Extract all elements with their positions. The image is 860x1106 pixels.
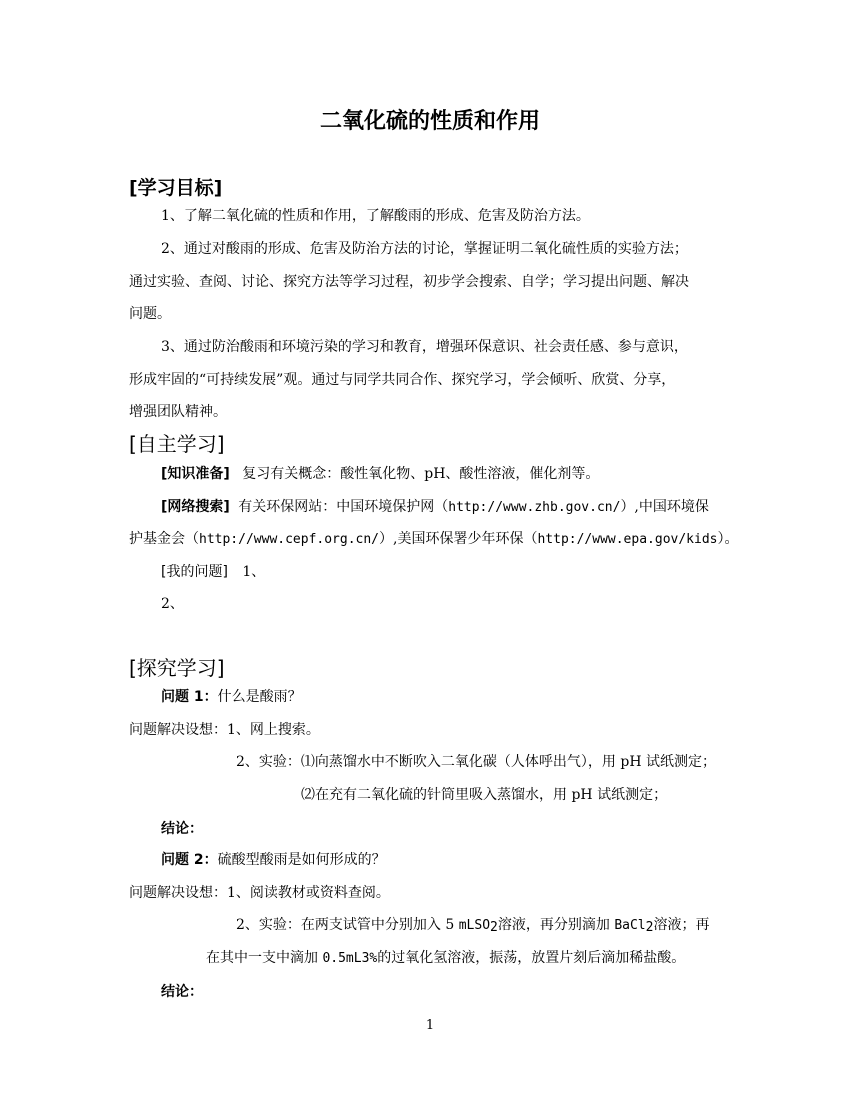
exp-text: 溶液；再 — [653, 917, 710, 933]
problem-2-experiment-line-1 — [236, 915, 709, 936]
my-questions-label: [我的问题] — [161, 564, 228, 580]
exp-text: 的过氧化氢溶液，振荡，放置片刻后滴加稀盐酸。 — [377, 950, 686, 966]
conclusion-1: 结论： — [161, 821, 203, 837]
document-title: 二氧化硫的性质和作用 — [319, 109, 540, 134]
knowledge-prep — [161, 464, 599, 484]
problem-2-text: 硫酸型酸雨是如何形成的？ — [217, 852, 386, 868]
link-epa[interactable]: http://www.epa.gov/kids — [537, 532, 718, 547]
section-heading-self-study: [自主学习] — [129, 432, 225, 456]
exp-chem-subscript: 2 — [645, 920, 654, 935]
my-questions — [161, 562, 265, 582]
knowledge-prep-label: [知识准备] — [161, 466, 230, 482]
problem-2-plan: 问题解决设想：1、阅读教材或资料查阅。 — [129, 885, 390, 901]
page-number: 1 — [425, 1018, 435, 1033]
problem-1 — [161, 687, 302, 707]
goal-item-3-line-3: 增强团队精神。 — [129, 404, 227, 420]
exp-text: 2、实验：在两支试管中分别加入 5 — [236, 917, 459, 933]
web-search-label: [网络搜索] — [161, 499, 230, 515]
exp-chem-subscript: 2 — [490, 920, 498, 935]
exp-text: 溶液，再分别滴加 — [497, 917, 615, 933]
goal-item-3-line-1: 3、通过防治酸雨和环境污染的学习和教育，增强环保意识、社会责任感、参与意识， — [161, 339, 688, 355]
web-search-text: ）,中国环境保 — [620, 499, 709, 515]
link-zhb[interactable]: http://www.zhb.gov.cn/ — [448, 500, 621, 515]
my-question-1: 1、 — [242, 564, 266, 580]
problem-2 — [161, 850, 386, 870]
problem-1-experiment-2: ⑵在充有二氧化硫的针筒里吸入蒸馏水，用 pH 试纸测定； — [301, 787, 668, 803]
exp-amount: 0.5mL3% — [322, 951, 378, 966]
problem-1-plan: 问题解决设想：1、网上搜索。 — [129, 722, 320, 738]
problem-2-experiment-line-2 — [206, 948, 685, 969]
goal-item-2-line-3: 问题。 — [129, 306, 171, 322]
goal-item-2-line-2: 通过实验、查阅、讨论、探究方法等学习过程，初步学会搜索、自学；学习提出问题、解决 — [129, 274, 689, 290]
problem-1-label: 问题 1： — [161, 689, 218, 705]
goal-item-1: 1、了解二氧化硫的性质和作用，了解酸雨的形成、危害及防治方法。 — [161, 208, 590, 224]
my-question-2: 2、 — [161, 596, 184, 612]
web-search-text: 护基金会（ — [129, 531, 199, 547]
web-search-text: 有关环保网站：中国环境保护网（ — [238, 499, 449, 515]
section-heading-goals: [学习目标] — [129, 177, 223, 199]
web-search-text: ）,美国环保署少年环保（ — [379, 531, 538, 547]
conclusion-2: 结论： — [161, 984, 203, 1000]
link-cepf[interactable]: http://www.cepf.org.cn/ — [199, 532, 380, 547]
web-search-line-1 — [161, 497, 709, 518]
web-search-line-2 — [129, 529, 738, 550]
problem-1-text: 什么是酸雨？ — [217, 689, 302, 705]
knowledge-prep-text: 复习有关概念：酸性氧化物、pH、酸性溶液，催化剂等。 — [242, 466, 600, 482]
problem-2-label: 问题 2： — [161, 852, 218, 868]
web-search-text: ）。 — [717, 531, 739, 547]
problem-1-experiment-1: 2、实验：⑴向蒸馏水中不断吹入二氧化碳（人体呼出气），用 pH 试纸测定； — [236, 754, 716, 770]
exp-chem-so2: mLSO — [458, 918, 491, 933]
exp-chem-bacl2: BaCl — [614, 918, 646, 933]
goal-item-2-line-1: 2、通过对酸雨的形成、危害及防治方法的讨论，掌握证明二氧化硫性质的实验方法； — [161, 241, 688, 257]
exp-text: 在其中一支中滴加 — [206, 950, 323, 966]
section-heading-inquiry: [探究学习] — [129, 656, 225, 680]
goal-item-3-line-2: 形成牢固的“可持续发展”观。通过与同学共同合作、探究学习，学会倾听、欣赏、分享， — [129, 372, 676, 388]
